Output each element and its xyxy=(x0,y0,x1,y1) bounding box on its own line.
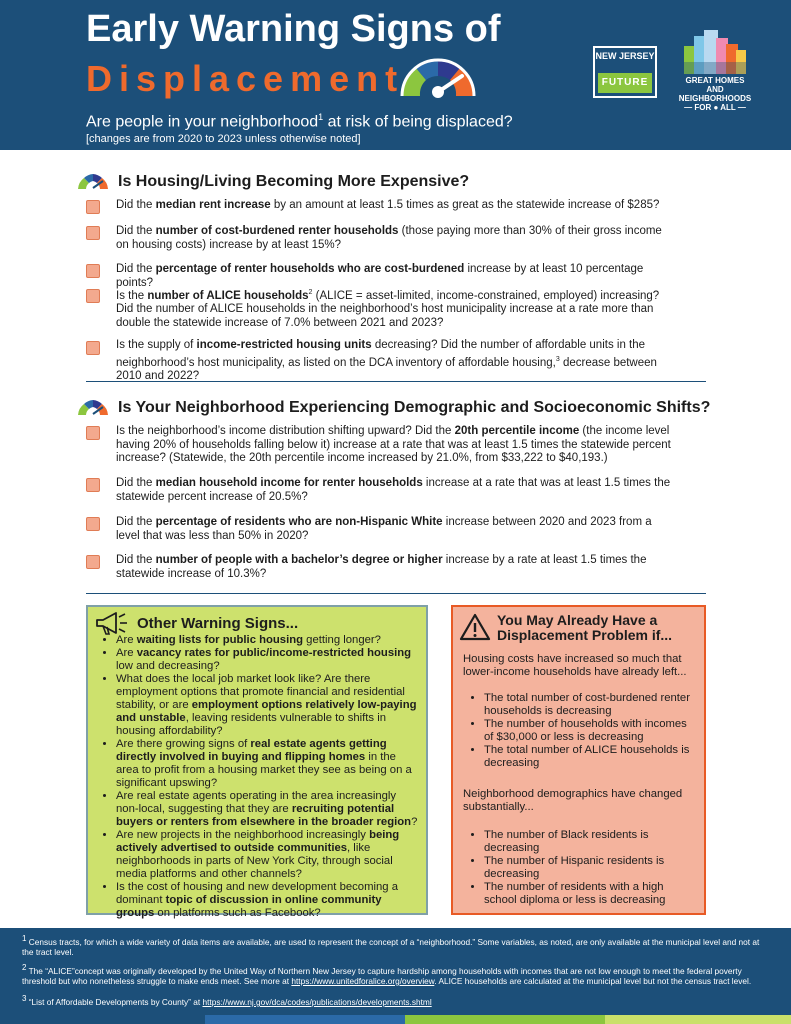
checkbox[interactable] xyxy=(86,200,100,214)
section-demographics-title: Is Your Neighborhood Experiencing Demographic and Socioeconomic Shifts? xyxy=(118,399,711,416)
section-divider xyxy=(86,381,706,382)
house-icon: ● xyxy=(713,103,719,112)
checklist-item: Did the number of cost-burdened renter households (those paying more than 30% of their gross income on housing costs) increase by at least 15%? xyxy=(116,225,662,251)
housing-costs-list xyxy=(484,692,699,770)
alice-link[interactable]: https://www.unitedforalice.org/overview xyxy=(291,975,435,986)
header-banner xyxy=(0,0,791,150)
city-buildings-icon xyxy=(676,28,754,74)
checkbox[interactable] xyxy=(86,517,100,531)
checklist-item: Did the median rent increase by an amount at least 1.5 times as great as the statewide increase of $285? xyxy=(116,199,660,211)
other-warning-signs-title: Other Warning Signs... xyxy=(137,615,299,632)
new-jersey-future-logo: NEW JERSEY FUTURE xyxy=(593,46,657,98)
displacement-problem-box xyxy=(451,605,706,915)
checklist-item: Did the percentage of residents who are non-Hispanic White increase between 2020 and 2023 from a level that was less than 50% in 2020? xyxy=(116,516,652,542)
list-item: • Are there growing signs of real estate agents getting directly involved in buying and flipping homes in the area to profit from a housing market they see as being on a significant upswing? xyxy=(116,738,418,790)
checklist-item: Is the number of ALICE households$^2$ (ALICE = asset-limited, income-constrained, employed) increasing? Did the number of ALICE households in the neighborhood’s host municipality increase at a rate more than double the statewide increase of 7.0% between 2021 and 2023? xyxy=(116,289,660,329)
list-item: • Are vacancy rates for public/income-restricted housing low and decreasing? xyxy=(116,647,418,673)
list-item: • Is the cost of housing and new development becoming a dominant topic of discussion in online community groups on platforms such as Facebook? xyxy=(116,881,418,920)
checkbox[interactable] xyxy=(86,426,100,440)
warning-icon xyxy=(459,613,491,641)
color-stripe xyxy=(205,1015,791,1024)
page-subtitle: Are people in your neighborhood$^1$ at risk of being displaced? xyxy=(86,112,513,131)
checklist-item: Did the number of people with a bachelor’s degree or higher increase by a rate at least 1.5 times the statewide increase of 10.3%? xyxy=(116,554,647,580)
demographics-list xyxy=(484,829,699,907)
other-warning-signs-box xyxy=(86,605,428,919)
displacement-problem-title: You May Already Have a Displacement Problem if... xyxy=(497,612,673,643)
checklist-item: Is the neighborhood’s income distribution shifting upward? Did the 20th percentile income (the income level having 20% of households falling below it) increase at a rate that was at least 1.5 times the statewide percent increase? (Statewide, the 20th percentile income increased by 21.0%, from $33,222 to $40,193.) xyxy=(116,425,671,464)
other-warning-signs-list xyxy=(116,634,418,920)
list-item: • Are real estate agents operating in the area increasingly non-local, suggesting that they are recruiting potential buyers or renters from elsewhere in the broader region? xyxy=(116,790,418,829)
list-item: • The total number of cost-burdened renter households is decreasing xyxy=(484,692,699,718)
footnote-1: $^1$ Census tracts, for which a wide variety of data items are available, are used to represent the concept of a “neighborhood.” Some variables, as noted, are only available at the municipal level and not at the tract level. xyxy=(22,934,760,957)
footnotes-footer xyxy=(0,928,791,1024)
list-item: • The number of residents with a high school diploma or less is decreasing xyxy=(484,881,699,907)
dca-link[interactable]: https://www.nj.gov/dca/codes/publications/developments.shtml xyxy=(202,996,432,1007)
checklist-item: Did the median household income for renter households increase at a rate that was at least 1.5 times the statewide percent increase of 20.5%? xyxy=(116,477,671,503)
checklist-item: Did the percentage of renter households who are cost-burdened increase by at least 10 percentage points? xyxy=(116,263,644,289)
list-item: • The number of households with incomes of $30,000 or less is decreasing xyxy=(484,718,699,744)
checkbox[interactable] xyxy=(86,226,100,240)
checkbox[interactable] xyxy=(86,555,100,569)
checkbox[interactable] xyxy=(86,264,100,278)
checkbox[interactable] xyxy=(86,289,100,303)
section-gauge-icon xyxy=(76,172,110,190)
footnote-3: $^3$ “List of Affordable Developments by County” at https://www.nj.gov/dca/codes/publications/developments.shtml xyxy=(22,994,432,1007)
section-divider xyxy=(86,593,706,594)
footnote-2: $^2$ The “ALICE”concept was originally developed by the United Way of Northern New Jersey to capture hardship among households with incomes that are not low enough to meet the federal poverty threshold but who nonetheless struggle to make ends meet. See more at https://www.unitedforalice.org/overview. ALICE households are calculated at the municipal level but not the census tract level. xyxy=(22,963,752,986)
section-gauge-icon xyxy=(76,398,110,416)
list-item: • Are new projects in the neighborhood increasingly being actively advertised to outside communities, like neighborhoods in parts of New York City, through social media platforms and other channels? xyxy=(116,829,418,881)
great-homes-logo: GREAT HOMES AND NEIGHBORHOODS — FOR ● ALL — xyxy=(676,28,754,118)
section-housing-title: Is Housing/Living Becoming More Expensive? xyxy=(118,173,470,190)
intro-text: Neighborhood demographics have changed substantially... xyxy=(463,788,683,813)
page-title-line2: Displacement xyxy=(86,58,405,99)
displacement-gauge-icon xyxy=(396,52,480,100)
list-item: • Are waiting lists for public housing getting longer? xyxy=(116,634,418,647)
page-title-line1: Early Warning Signs of xyxy=(86,8,501,50)
list-item: • The number of Hispanic residents is decreasing xyxy=(484,855,699,881)
checklist-item: Is the supply of income-restricted housing units decreasing? Did the number of affordable units in the neighborhood’s host municipality, as listed on the DCA inventory of affordable housing,$^3$ decrease between 2010 and 2022? xyxy=(116,339,657,382)
intro-text: Housing costs have increased so much that lower-income households have already left... xyxy=(463,653,687,678)
date-range-note: [changes are from 2020 to 2023 unless otherwise noted] xyxy=(86,133,361,145)
list-item: • The total number of ALICE households is decreasing xyxy=(484,744,699,770)
list-item: • What does the local job market look like? Are there employment options that promote financial and residential stability, or are employment options relatively low-paying and unstable, leaving residents vulnerable to shifts in housing affordability? xyxy=(116,673,418,738)
checkbox[interactable] xyxy=(86,341,100,355)
list-item: • The number of Black residents is decreasing xyxy=(484,829,699,855)
checkbox[interactable] xyxy=(86,478,100,492)
